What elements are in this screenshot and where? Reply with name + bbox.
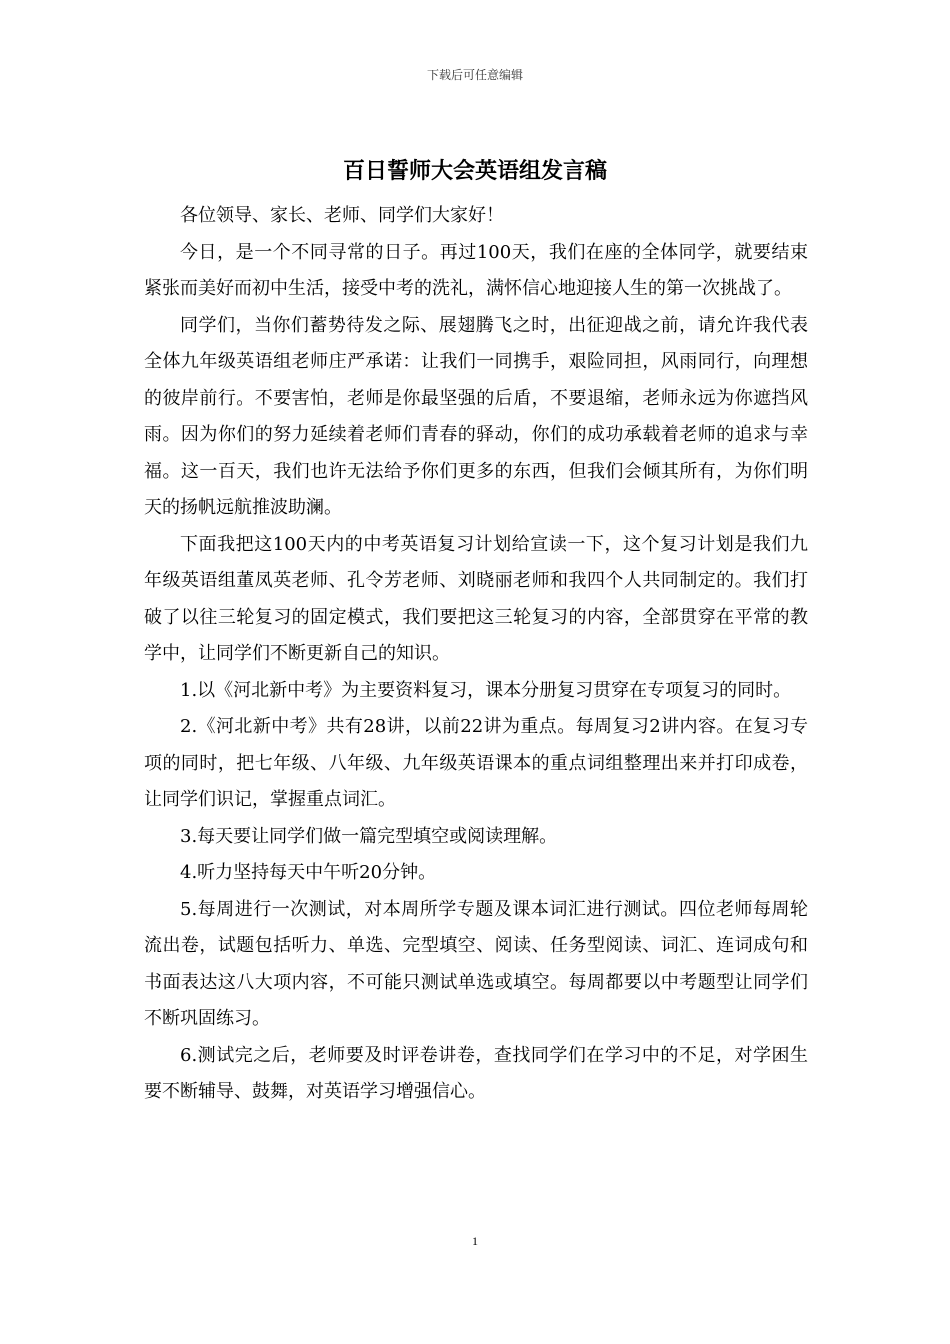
plan-item-3: 3.每天要让同学们做一篇完型填空或阅读理解。 xyxy=(180,825,558,847)
page-number: 1 xyxy=(472,1234,478,1248)
plan-item-4: 4.听力坚持每天中午听20分钟。 xyxy=(180,862,437,883)
plan-item-1: 1.以《河北新中考》为主要资料复习，课本分册复习贯穿在专项复习的同时。 xyxy=(180,679,792,701)
plan-item-6: 6.测试完之后，老师要及时评卷讲卷，查找同学们在学习中的不足，对学困生要不断辅导、鼓舞，对英语学习增强信心。 xyxy=(144,1044,808,1102)
greeting-paragraph: 各位领导、家长、老师、同学们大家好！ xyxy=(180,205,504,226)
document-body xyxy=(144,198,808,1111)
page-header-note: 下载后可任意编辑 xyxy=(426,68,523,82)
body-paragraph: 今日，是一个不同寻常的日子。再过100天，我们在座的全体同学，就要结束紧张而美好而初中生活，接受中考的洗礼，满怀信心地迎接人生的第一次挑战了。 xyxy=(144,241,808,299)
plan-item-5: 5.每周进行一次测试，对本周所学专题及课本词汇进行测试。四位老师每周轮流出卷，试题包括听力、单选、完型填空、阅读、任务型阅读、词汇、连词成句和书面表达这八大项内容，不可能只测试单选或填空。每周都要以中考题型让同学们不断巩固练习。 xyxy=(144,898,808,1029)
body-paragraph: 下面我把这100天内的中考英语复习计划给宣读一下，这个复习计划是我们九年级英语组董凤英老师、孔令芳老师、刘晓丽老师和我四个人共同制定的。我们打破了以往三轮复习的固定模式，我们要把这三轮复习的内容，全部贯穿在平常的教学中，让同学们不断更新自己的知识。 xyxy=(144,533,808,664)
body-paragraph: 同学们，当你们蓄势待发之际、展翅腾飞之时，出征迎战之前，请允许我代表全体九年级英语组老师庄严承诺：让我们一同携手，艰险同担，风雨同行，向理想的彼岸前行。不要害怕，老师是你最坚强的后盾，不要退缩，老师永远为你遮挡风雨。因为你们的努力延续着老师们青春的驿动，你们的成功承载着老师的追求与幸福。这一百天，我们也许无法给予你们更多的东西，但我们会倾其所有，为你们明天的扬帆远航推波助澜。 xyxy=(144,314,808,518)
plan-item-2: 2.《河北新中考》共有28讲，以前22讲为重点。每周复习2讲内容。在复习专项的同时，把七年级、八年级、九年级英语课本的重点词组整理出来并打印成卷，让同学们识记，掌握重点词汇。 xyxy=(144,716,808,810)
document-title: 百日誓师大会英语组发言稿 xyxy=(342,159,607,184)
